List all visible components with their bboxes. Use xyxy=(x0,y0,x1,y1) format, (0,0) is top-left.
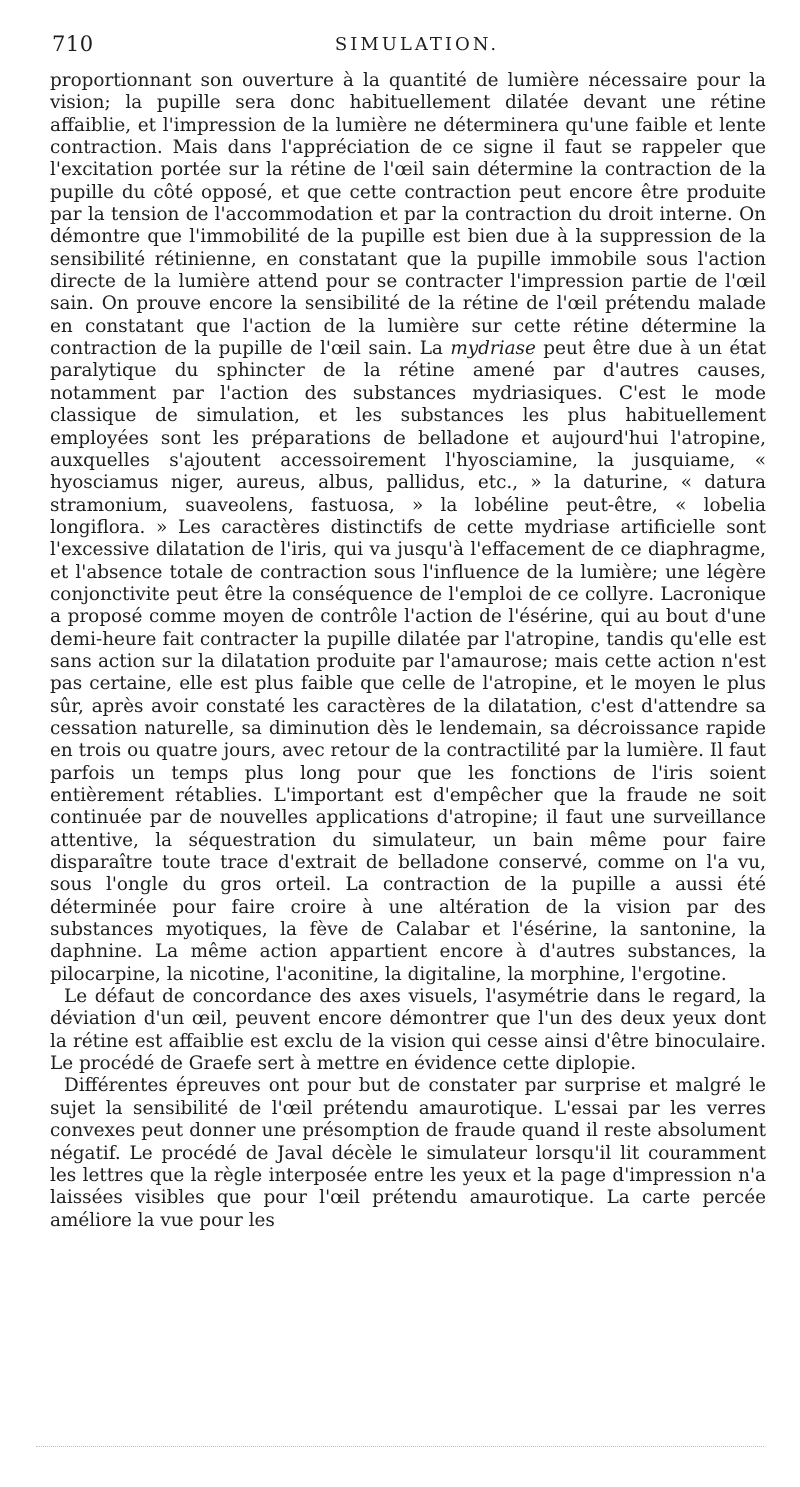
italic-term: mydriase xyxy=(450,338,536,360)
page-header xyxy=(52,28,762,62)
page-number: 710 xyxy=(52,32,94,56)
running-title: SIMULATION. xyxy=(334,34,500,55)
paragraph-mydriase xyxy=(50,70,766,986)
footer-rule xyxy=(36,1446,764,1448)
body-text xyxy=(50,70,766,1232)
paragraph-text: proportionnant son ouverture à la quantité de lumière nécessaire pour la vision; la pupille sera donc habituellement dilatée devant une rétine affaiblie, et l'impression de la lumière ne déterminera qu'une faible et lente contraction. Mais dans l'appréciation de ce signe il faut se rappeler que l'excitation portée sur la rétine de l'œil sain détermine la contraction de la pupille du côté opposé, et que cette contraction peut encore être produite par la tension de l'accommodation et par la contraction du droit interne. On démontre que l'immobilité de la pupille est bien due à la suppression de la sensibilité rétinienne, en constatant que la pupille immobile sous l'action directe de la lumière attend pour se contracter l'impression partie de l'œil sain. On prouve encore la sensibilité de la rétine de l'œil prétendu malade en constatant que l'action de la lumière sur cette rétine détermine la contraction de la pupille de l'œil sain. La xyxy=(50,70,766,360)
paragraph-text: peut être due à un état paralytique du sphincter de la rétine amené par d'autres causes, notamment par l'action des substances mydriasiques. C'est le mode classique de simulation, et les substances les plus habituellement employées sont les préparations de belladone et aujourd'hui l'atropine, auxquelles s'ajoutent accessoirement l'hyosciamine, la jusquiame, « hyosciamus niger, aureus, albus, pallidus, etc., » la daturine, « datura stramonium, suaveolens, fastuosa, » la lobéline peut-être, « lobelia longiflora. » Les caractères distinctifs de cette mydriase artificielle sont l'excessive dilatation de l'iris, qui va jusqu'à l'effacement de ce diaphragme, et l'absence totale de contraction sous l'influence de la lumière; une légère conjonctivite peut être la conséquence de l'emploi de ce collyre. Lacronique a proposé comme moyen de contrôle l'action de l'ésérine, qui au bout d'une demi-heure fait contracter la pupille dilatée par l'atropine, tandis qu'elle est sans action sur la dilatation produite par l'amaurose; mais cette action n'est pas certaine, elle est plus faible que celle de l'atropine, et le moyen le plus sûr, après avoir constaté les caractères de la dilatation, c'est d'attendre sa cessation naturelle, sa diminution dès le lendemain, sa décroissance rapide en trois ou quatre jours, avec retour de la contractilité par la lumière. Il faut parfois un temps plus long pour que les fonctions de l'iris soient entièrement rétablies. L'important est d'empêcher que la fraude ne soit continuée par de nouvelles applications d'atropine; il faut une surveillance attentive, la séquestration du simulateur, un bain même pour faire disparaître toute trace d'extrait de belladone conservé, comme on l'a vu, sous l'ongle du gros orteil. La contraction de la pupille a aussi été déterminée pour faire croire à une altération de la vision par des substances myotiques, la fève de Calabar et l'ésérine, la santonine, la daphnine. La même action appartient encore à d'autres substances, la pilocarpine, la nicotine, l'aconitine, la digitaline, la morphine, l'ergotine. xyxy=(50,338,767,985)
paragraph-epreuves: Différentes épreuves ont pour but de constater par surprise et malgré le sujet la sensibilité de l'œil prétendu amaurotique. L'essai par les verres convexes peut donner une présomption de fraude quand il reste absolument négatif. Le procédé de Javal décèle le simulateur lorsqu'il lit couramment les lettres que la règle interposée entre les yeux et la page d'impression n'a laissées visibles que pour l'œil prétendu amaurotique. La carte percée améliore la vue pour les xyxy=(50,1075,766,1231)
paragraph-diplopie: Le défaut de concordance des axes visuels, l'asymétrie dans le regard, la déviation d'un œil, peuvent encore démontrer que l'un des deux yeux dont la rétine est affaiblie est exclu de la vision qui cesse ainsi d'être binoculaire. Le procédé de Graefe sert à mettre en évidence cette diplopie. xyxy=(50,986,766,1075)
